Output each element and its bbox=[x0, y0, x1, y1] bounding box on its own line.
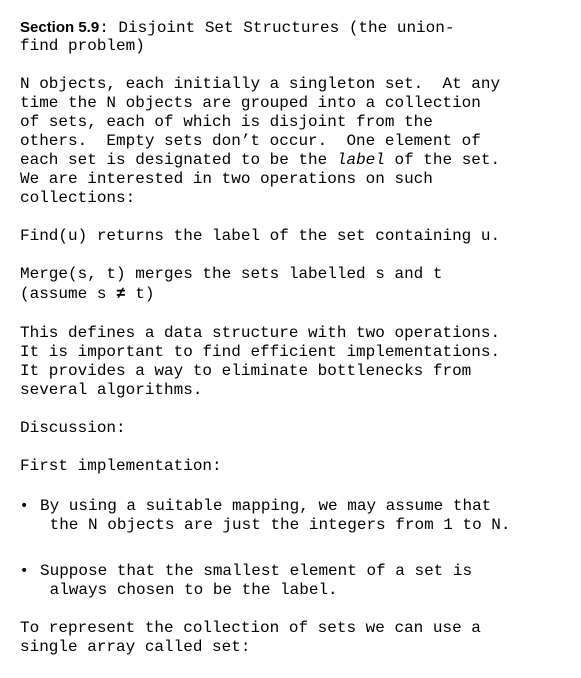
bullet-item bbox=[20, 497, 568, 535]
bullet-icon: • bbox=[20, 498, 29, 514]
intro-line: others. Empty sets don’t occur. One element of bbox=[20, 132, 481, 150]
defines-line: It provides a way to eliminate bottlenecks from bbox=[20, 362, 472, 380]
represent-line: To represent the collection of sets we can use a bbox=[20, 619, 481, 637]
section-title: : Disjoint Set Structures (the union- bbox=[99, 19, 455, 37]
defines-line: It is important to find efficient implementations. bbox=[20, 343, 501, 361]
defines-line: This defines a data structure with two operations. bbox=[20, 324, 501, 342]
document-page bbox=[20, 18, 568, 657]
section-heading bbox=[20, 18, 568, 37]
intro-line: We are interested in two operations on such bbox=[20, 170, 433, 188]
intro-line bbox=[20, 151, 568, 170]
merge-line: Merge(s, t) merges the sets labelled s and t bbox=[20, 265, 443, 283]
intro-text: of the set. bbox=[384, 151, 501, 169]
defines-paragraph bbox=[20, 324, 568, 400]
intro-paragraph bbox=[20, 75, 568, 208]
merge-operation bbox=[20, 265, 568, 305]
intro-line: N objects, each initially a singleton set. At any bbox=[20, 75, 501, 93]
discussion-heading: Discussion: bbox=[20, 419, 126, 437]
first-implementation-heading: First implementation: bbox=[20, 457, 222, 475]
bullet-text: the N objects are just the integers from 1 to N. bbox=[40, 516, 511, 534]
represent-line: single array called set: bbox=[20, 638, 251, 656]
section-label: Section 5.9 bbox=[20, 19, 100, 36]
bullet-icon: • bbox=[20, 563, 29, 579]
intro-text: each set is designated to be the bbox=[20, 151, 337, 169]
merge-assumption bbox=[20, 284, 568, 305]
intro-line: time the N objects are grouped into a collection bbox=[20, 94, 481, 112]
bullet-text: By using a suitable mapping, we may assume that bbox=[40, 497, 492, 515]
bullet-item bbox=[20, 562, 568, 600]
label-term: label bbox=[336, 151, 385, 169]
intro-line: of sets, each of which is disjoint from the bbox=[20, 113, 433, 131]
intro-line: collections: bbox=[20, 189, 136, 207]
section-title-continued: find problem) bbox=[20, 37, 145, 55]
not-equal-symbol: ≠ bbox=[116, 285, 126, 303]
defines-line: several algorithms. bbox=[20, 381, 203, 399]
merge-text: t) bbox=[125, 285, 155, 303]
bullet-text: Suppose that the smallest element of a set is bbox=[40, 562, 473, 580]
find-operation: Find(u) returns the label of the set containing u. bbox=[20, 227, 501, 245]
bullet-text: always chosen to be the label. bbox=[40, 581, 338, 599]
merge-text: (assume s bbox=[20, 285, 117, 303]
represent-paragraph bbox=[20, 619, 568, 657]
